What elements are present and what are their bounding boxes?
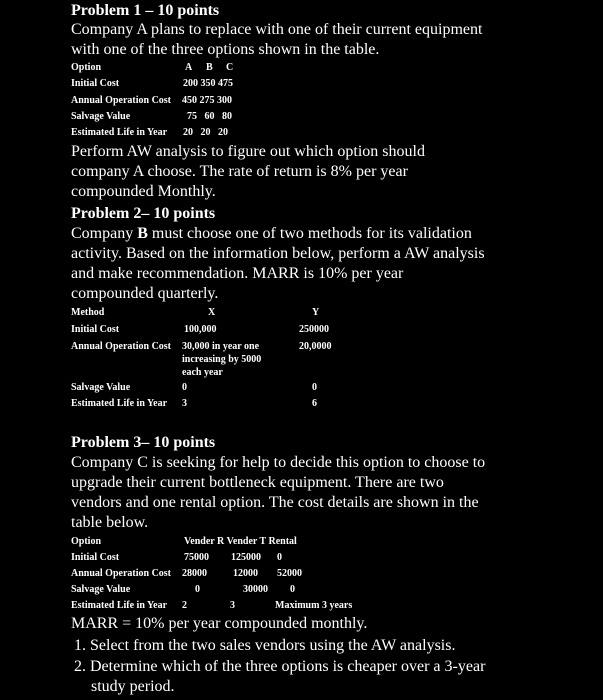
problem-3-marr: MARR = 10% per year compounded monthly. — [71, 615, 368, 632]
p3-annual-cost-rental: 52000 — [277, 568, 302, 579]
p3-life-rental: Maximum 3 years — [275, 600, 353, 611]
p1-row-annual-cost-values: 450 275 300 — [182, 95, 232, 106]
problem-3-intro-line1: Company C is seeking for help to decide this option to choose to — [71, 454, 486, 471]
problem-3-intro-line2: upgrade their current bottleneck equipment. There are two — [71, 474, 444, 491]
p3-table-header-label: Option — [71, 536, 102, 547]
problem-2-intro-line2: activity. Based on the information below, perform a AW analysis — [71, 245, 485, 262]
p3-life-r: 2 — [182, 600, 187, 611]
p1-row-life-label: Estimated Life in Year — [71, 127, 168, 138]
p2-life-y: 6 — [312, 398, 317, 409]
p2-annual-cost-y: 20,0000 — [299, 341, 332, 352]
p3-initial-cost-label: Initial Cost — [71, 552, 120, 563]
p2-annual-cost-label: Annual Operation Cost — [71, 341, 172, 352]
problem-3-intro-line4: table below. — [71, 514, 149, 531]
problem-3-question-2-line2: study period. — [91, 678, 175, 695]
problem-1-intro-line2: with one of the three options shown in the table. — [71, 41, 380, 58]
p2-life-x: 3 — [182, 398, 187, 409]
p2-table-header-y: Y — [312, 307, 320, 318]
p2-initial-cost-x: 100,000 — [184, 324, 217, 335]
p2-table-header-x: X — [208, 307, 216, 318]
problem-2-intro-line1 — [71, 224, 472, 244]
p1-table-header-label: Option — [71, 62, 102, 73]
problem-2-intro-line4: compounded quarterly. — [71, 285, 219, 302]
p2-initial-cost-y: 250000 — [299, 324, 329, 335]
problem-1-body-line3: compounded Monthly. — [71, 183, 216, 200]
p2-salvage-label: Salvage Value — [71, 382, 131, 393]
problem-1-body-line2: company A choose. The rate of return is 8% per year — [71, 163, 408, 180]
p3-life-label: Estimated Life in Year — [71, 600, 168, 611]
p1-row-life-values: 20 20 20 — [183, 127, 228, 138]
p3-table-header-cols: Vender R Vender T Rental — [184, 536, 297, 547]
problem-1-body-line1: Perform AW analysis to figure out which option should — [71, 143, 425, 160]
p3-salvage-t: 30000 — [243, 584, 268, 595]
problem-3-question-1: 1. Select from the two sales vendors using the AW analysis. — [74, 637, 456, 654]
p3-initial-cost-rental: 0 — [277, 552, 282, 563]
p2-life-label: Estimated Life in Year — [71, 398, 168, 409]
p1-row-annual-cost-label: Annual Operation Cost — [71, 95, 172, 106]
p1-row-initial-cost-label: Initial Cost — [71, 78, 120, 89]
problem-1-intro-line1: Company A plans to replace with one of their current equipment — [71, 21, 483, 38]
p3-life-t: 3 — [230, 600, 235, 611]
problem-2-intro-pre: Company — [71, 225, 138, 242]
p1-row-initial-cost-values: 200 350 475 — [183, 78, 233, 89]
p3-initial-cost-r: 75000 — [184, 552, 209, 563]
problem-2-intro-line3: and make recommendation. MARR is 10% per year — [71, 265, 404, 282]
p3-initial-cost-t: 125000 — [231, 552, 261, 563]
p2-salvage-y: 0 — [312, 382, 317, 393]
p1-table-header-b: B — [206, 62, 213, 73]
problem-2-title: Problem 2– 10 points — [71, 205, 216, 222]
p2-annual-cost-x-line3: each year — [182, 367, 223, 378]
p3-salvage-rental: 0 — [290, 584, 295, 595]
p3-annual-cost-label: Annual Operation Cost — [71, 568, 172, 579]
p1-row-salvage-label: Salvage Value — [71, 111, 131, 122]
problem-1-title: Problem 1 – 10 points — [71, 2, 220, 19]
problem-3-intro-line3: vendors and one rental option. The cost details are shown in the — [71, 494, 479, 511]
p1-row-salvage-values: 75 60 80 — [187, 111, 232, 122]
p3-salvage-label: Salvage Value — [71, 584, 131, 595]
p3-annual-cost-t: 12000 — [233, 568, 258, 579]
p3-salvage-r: 0 — [195, 584, 200, 595]
p2-salvage-x: 0 — [182, 382, 187, 393]
problem-2-intro-post: must choose one of two methods for its validation — [147, 225, 472, 242]
p1-table-header-c: C — [226, 62, 234, 73]
problem-2-company-letter: B — [137, 225, 148, 242]
p2-annual-cost-x-line2: increasing by 5000 — [182, 354, 262, 365]
problem-3-question-2-line1: 2. Determine which of the three options is cheaper over a 3-year — [74, 658, 486, 675]
p2-initial-cost-label: Initial Cost — [71, 324, 120, 335]
p1-table-header-a: A — [185, 62, 193, 73]
problem-3-title: Problem 3– 10 points — [71, 434, 216, 451]
p2-annual-cost-x-line1: 30,000 in year one — [182, 341, 260, 352]
p2-table-header-label: Method — [71, 307, 105, 318]
p3-annual-cost-r: 28000 — [182, 568, 207, 579]
